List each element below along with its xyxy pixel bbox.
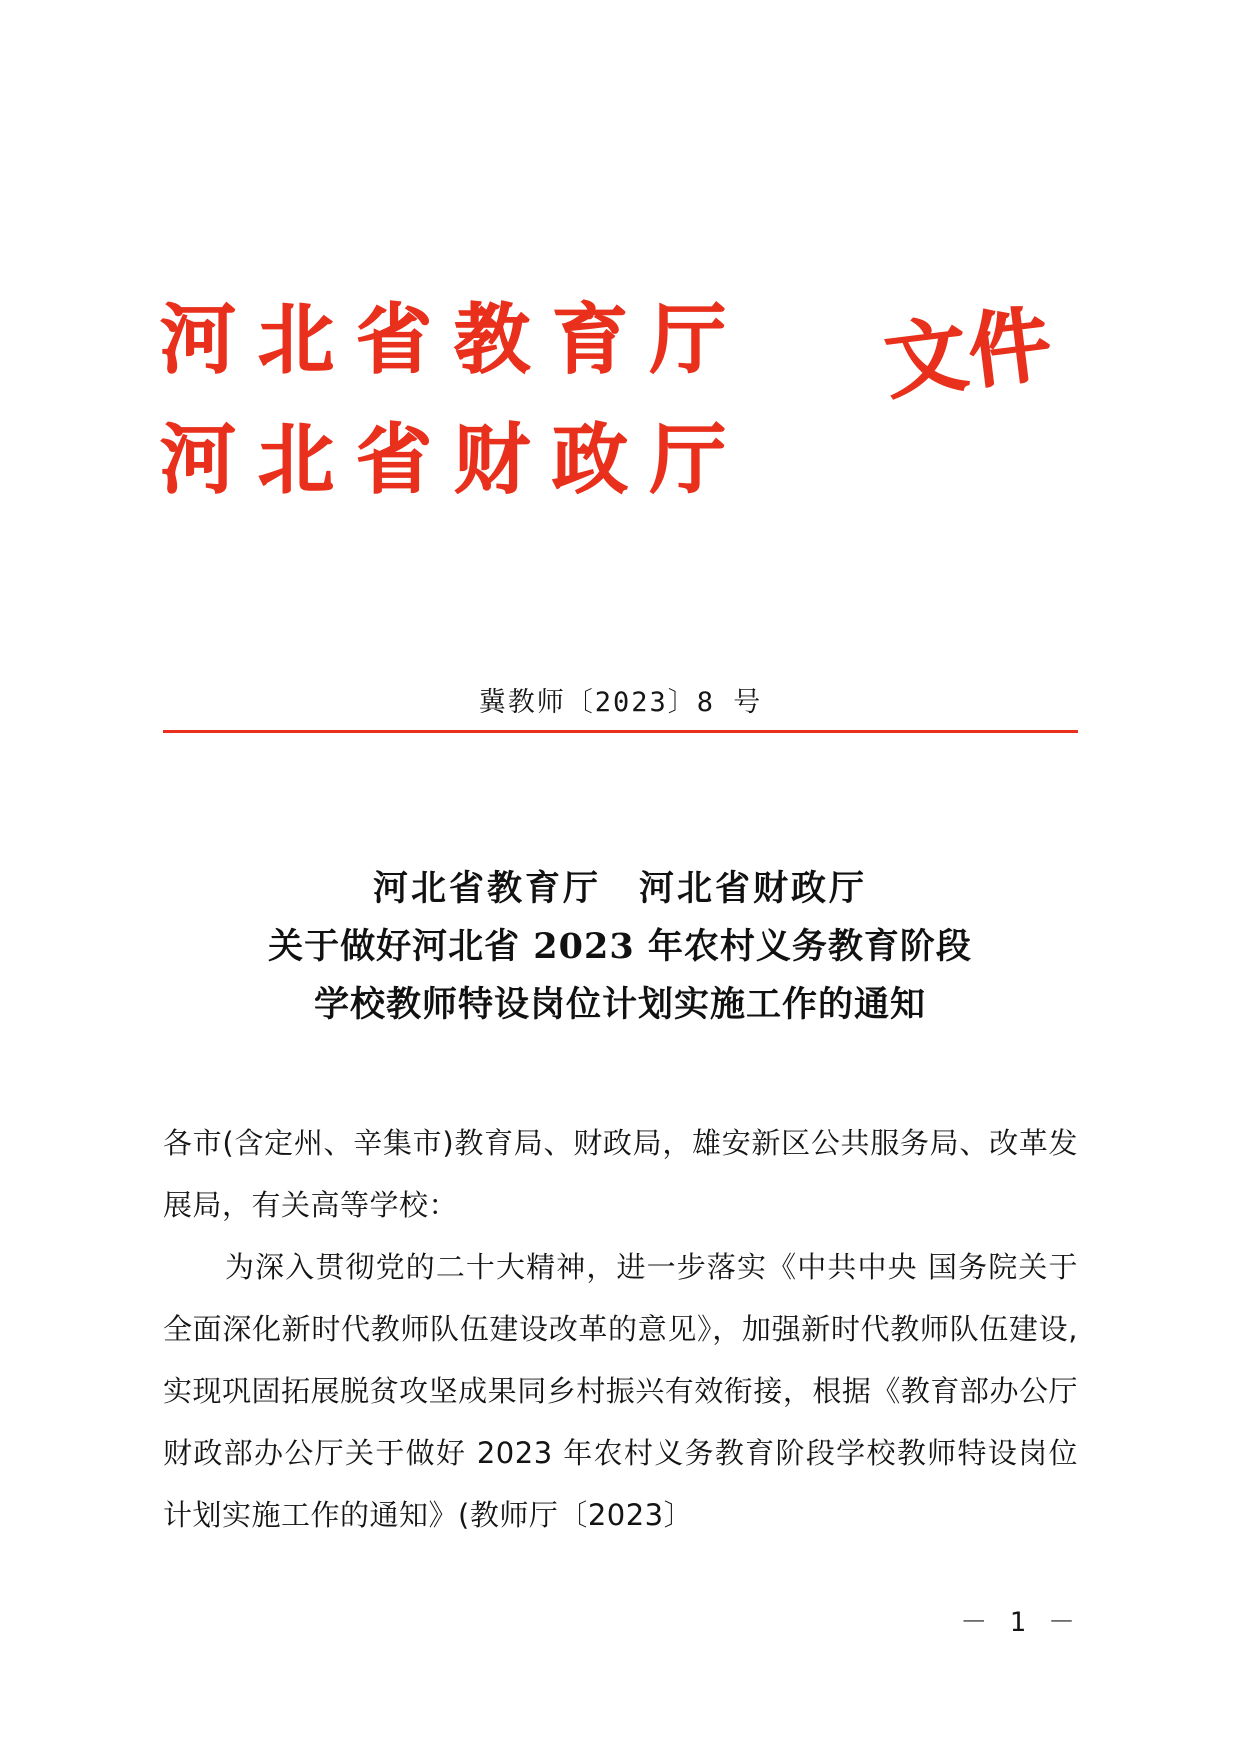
body-paragraph-1: 各市(含定州、辛集市)教育局、财政局，雄安新区公共服务局、改革发展局，有关高等学校：: [163, 1126, 1078, 1222]
body-paragraph-2: 为深入贯彻党的二十大精神，进一步落实《中共中央 国务院关于全面深化新时代教师队伍建设改革的意见》，加强新时代教师队伍建设,实现巩固拓展脱贫攻坚成果同乡村振兴有效衔接，根据《教育部办公厅 财政部办公厅关于做好 2023 年农村义务教育阶段学校教师特设岗位计划实施工作的通知》(教师厅〔2023〕: [163, 1250, 1078, 1532]
letterhead: [0, 280, 1241, 530]
document-body: [163, 1112, 1078, 1546]
title-line-3: 学校教师特设岗位计划实施工作的通知: [313, 984, 926, 1025]
red-divider-rule: [163, 730, 1078, 733]
letterhead-document-word: 文件: [879, 295, 1059, 412]
letterhead-agency-lines: [160, 280, 880, 520]
page-number: － 1 －: [960, 1607, 1078, 1638]
document-number: 冀教师〔2023〕8 号: [478, 687, 763, 718]
title-line-1: 河北省教育厅 河北省财政厅: [372, 868, 867, 909]
title-line-2: 关于做好河北省 2023 年农村义务教育阶段: [268, 926, 972, 967]
page-title: [140, 860, 1100, 1034]
letterhead-line-1: 河北省教育厅: [160, 295, 748, 384]
letterhead-line-2: 河北省财政厅: [160, 415, 748, 504]
